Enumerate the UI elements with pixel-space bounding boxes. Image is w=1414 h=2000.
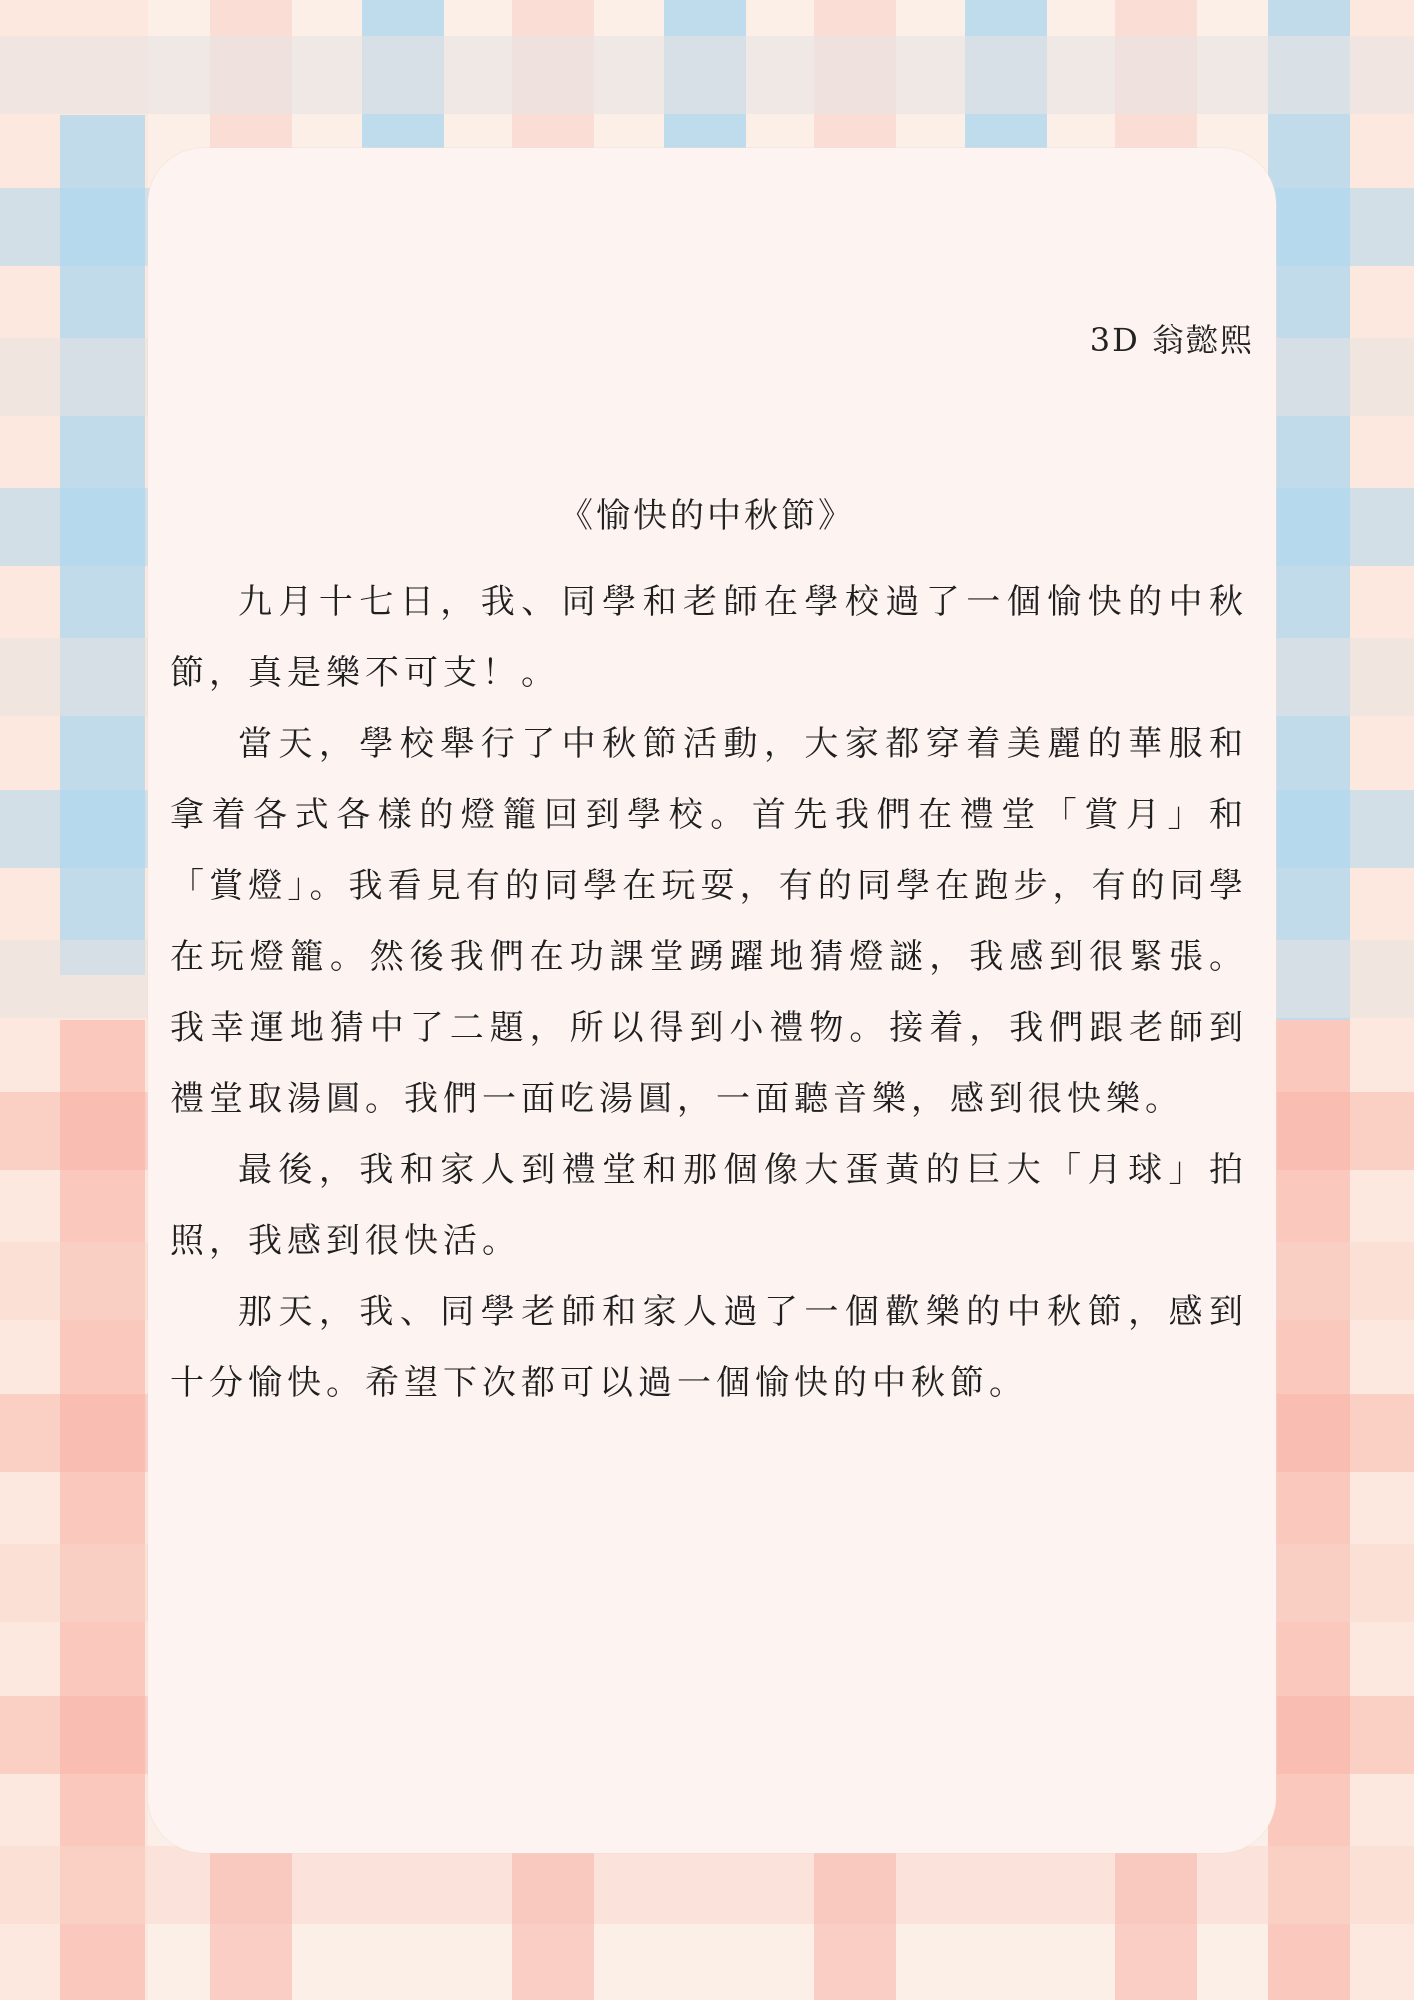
essay-body: [170, 567, 1248, 1419]
plaid-stripe: [1115, 1850, 1197, 2000]
author-label: 3D 翁懿熙: [1089, 321, 1254, 359]
plaid-stripe: [0, 36, 1414, 114]
plaid-stripe: [210, 1850, 292, 2000]
plaid-stripe: [512, 1850, 594, 2000]
paragraph: 那天，我、同學老師和家人過了一個歡樂的中秋節，感到十分愉快。希望下次都可以過一個愉快的中秋節。: [170, 1292, 1248, 1403]
paragraph: 當天，學校舉行了中秋節活動，大家都穿着美麗的華服和拿着各式各樣的燈籠回到學校。首先我們在禮堂「賞月」和「賞燈」。我看見有的同學在玩耍，有的同學在跑步，有的同學在玩燈籠。然後我們在功課堂踴躍地猜燈謎，我感到很緊張。我幸運地猜中了二題，所以得到小禮物。接着，我們跟老師到禮堂取湯圓。我們一面吃湯圓，一面聽音樂，感到很快樂。: [170, 724, 1248, 1119]
plaid-stripe: [814, 1850, 896, 2000]
essay-title: 《愉快的中秋節》: [559, 496, 855, 536]
paragraph: 最後，我和家人到禮堂和那個像大蛋黃的巨大「月球」拍照，我感到很快活。: [170, 1150, 1248, 1261]
paragraph: 九月十七日，我、同學和老師在學校過了一個愉快的中秋節，真是樂不可支！。: [170, 582, 1248, 693]
